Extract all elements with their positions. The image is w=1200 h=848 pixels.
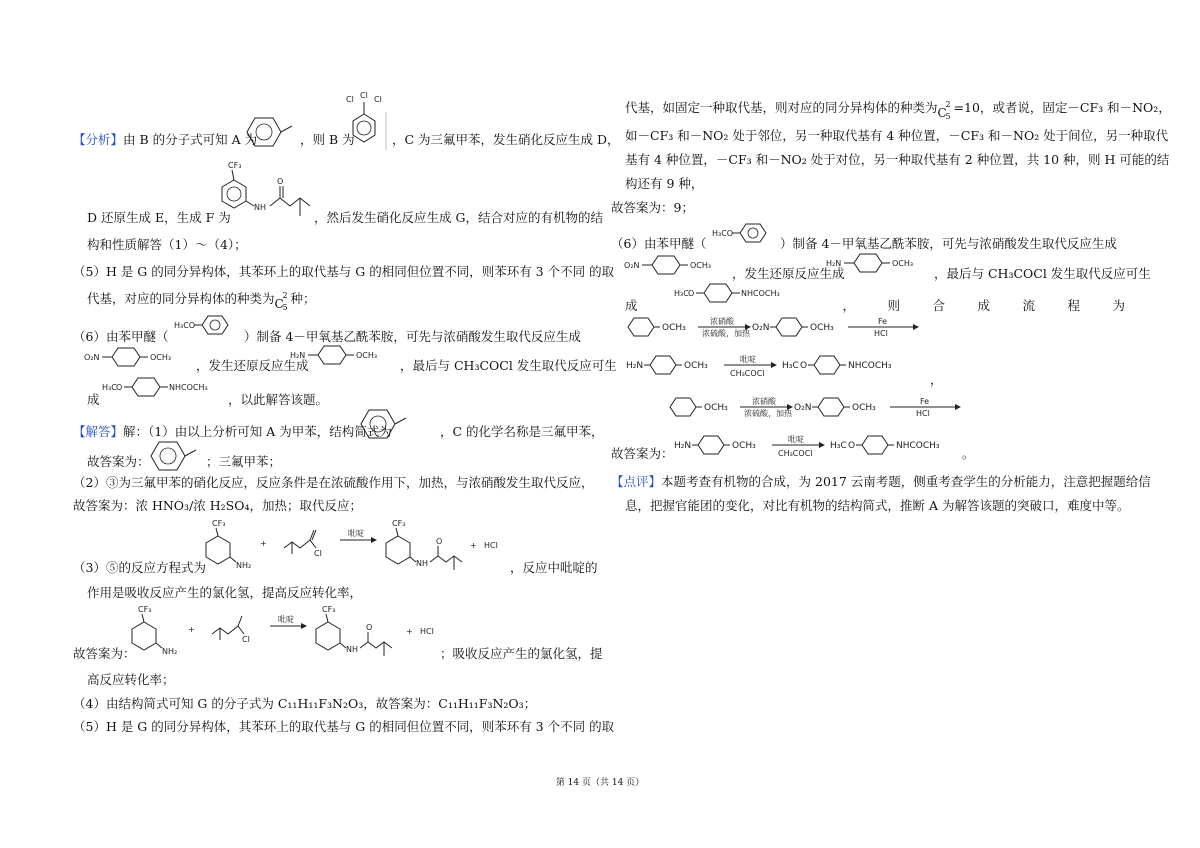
o-label: O	[436, 537, 443, 546]
och3-label: OCH₃	[732, 441, 756, 451]
och3-label: OCH₃	[150, 353, 172, 362]
reaction-equation	[200, 518, 520, 580]
cl-label: Cl	[242, 635, 250, 644]
cf3-label: CF₃	[392, 519, 406, 528]
answer-text: ；三氟甲苯；	[206, 454, 282, 469]
synthesis-route-step2	[626, 352, 926, 382]
o-label: O	[848, 441, 856, 451]
right-line-7b: ，最后与 CH₃COCl 发生取代反应可生	[934, 266, 1151, 281]
o-label: O	[688, 289, 695, 298]
solution-tag: 【解答】	[73, 424, 124, 439]
h2n-label: H₂N	[674, 441, 692, 451]
o-label: O	[800, 361, 808, 371]
pyridine-label: 吡啶	[348, 529, 364, 538]
h2n-label: H₂N	[626, 361, 644, 371]
h3co-label: H₃CO	[712, 229, 734, 238]
toluene-structure	[148, 440, 206, 472]
analysis-line-4: （5）H 是 G 的同分异构体，其苯环上的取代基与 G 的相同但位置不同，则苯环有 3 个不同 的取	[73, 264, 615, 279]
och3-label: OCH₃	[892, 259, 914, 268]
right-line-6a: （6）由苯甲醚（	[611, 236, 707, 251]
fe-label: Fe	[920, 397, 930, 406]
och3-label: OCH₃	[852, 403, 876, 413]
nhcoch3-label: NHCOCH₃	[741, 289, 780, 298]
h3c-label: H₃C	[830, 441, 847, 451]
och3-label: OCH₃	[704, 403, 728, 413]
o-label: O	[366, 623, 373, 632]
analysis-line-8b: ，以此解答该题。	[228, 392, 329, 407]
pyridine-label: 吡啶	[788, 435, 804, 444]
answer-label: 故答案为：	[87, 454, 150, 469]
answer-end: 。	[962, 446, 975, 461]
och3-label: OCH₃	[356, 351, 378, 360]
right-line-2: 如－CF₃ 和－NO₂ 处于邻位，另一种取代基有 4 种位置，－CF₃ 和－NO₂ 处于间位，另一种取代	[625, 128, 1169, 143]
solution-line-4a: （3）⑤的反应方程式为	[73, 560, 206, 575]
analysis-line-2a: D 还原生成 E，生成 F 为	[87, 210, 231, 225]
nh-label: NH	[346, 645, 358, 654]
h2n-label: H₂N	[826, 259, 842, 268]
analysis-line-1: 【分析】由 B 的分子式可知 A 为	[73, 132, 258, 147]
anisidine-structure	[290, 344, 402, 368]
route-comma: ，	[930, 372, 943, 387]
analysis-tag: 【分析】	[73, 132, 124, 147]
o-label: O	[277, 177, 284, 186]
nhcoch3-label: NHCOCH₃	[169, 383, 208, 392]
combination-symbol: C 2 5	[274, 290, 288, 312]
review-line-1: 【点评】本题考查有机物的合成，为 2017 云南考题，侧重考查学生的分析能力，注意把握题给信	[611, 474, 1151, 489]
reaction-equation-answer	[126, 604, 446, 662]
solution-line-3: 故答案为：浓 HNO₃/浓 H₂SO₄，加热；取代反应；	[73, 498, 362, 513]
solution-line-2: （2）③为三氟甲苯的硝化反应，反应条件是在浓硫酸作用下，加热，与浓硝酸发生取代反应，	[73, 475, 594, 490]
och3-label: OCH₃	[662, 323, 686, 333]
nh-label: NH	[254, 203, 266, 212]
right-line-7a: ，发生还原反应生成	[732, 266, 845, 281]
nh2-label: NH₂	[236, 561, 252, 570]
analysis-line-6a: （6）由苯甲醚（	[73, 329, 169, 344]
ch3cocl-label: CH₃COCl	[778, 449, 813, 458]
right-line-8: 成 ， 则 合 成 流 程 为	[625, 298, 1125, 313]
answer-text: ；吸收反应产生的氯化氢，提	[440, 646, 603, 661]
solution-line-1c: ，C 的化学名称是三氟甲苯，	[440, 424, 604, 439]
cl-label: Cl	[360, 91, 368, 100]
analysis-line-6b: ）制备 4－甲氧基乙酰苯胺，可先与浓硝酸发生取代反应生成	[244, 329, 581, 344]
plus-sign: +	[188, 625, 195, 634]
solution-line-8: （5）H 是 G 的同分异构体，其苯环上的取代基与 G 的相同但位置不同，则苯环有 3 个不同 的取	[73, 719, 615, 734]
solution-line-5: 作用是吸收反应产生的氯化氢，提高反应转化率，	[87, 585, 363, 600]
nh-label: NH	[416, 559, 428, 568]
nitroanisole-structure	[84, 346, 196, 370]
answer-label: 故答案为：	[611, 446, 674, 461]
right-line-3: 基有 4 种位置，－CF₃ 和－NO₂ 处于对位，另一种取代基有 2 种位置，共 10 种，则 H 可能的结	[625, 152, 1170, 167]
cf3-label: CF₃	[212, 519, 226, 528]
pyridine-label: 吡啶	[740, 355, 756, 364]
right-line-5: 故答案为：9；	[611, 200, 694, 215]
plus-sign: +	[406, 627, 413, 636]
hcl-label: HCl	[874, 329, 888, 338]
o2n-label: O₂N	[794, 403, 812, 413]
anisidine-structure	[826, 252, 938, 276]
synthesis-answer-step1	[668, 394, 968, 424]
och3-label: OCH₃	[684, 361, 708, 371]
review-tag: 【点评】	[611, 474, 662, 489]
analysis-text-c: ，C 为三氟甲苯，发生硝化反应生成 D，	[392, 132, 620, 147]
combination-symbol: C 2 5	[937, 99, 951, 121]
hno3-label: 浓硝酸	[710, 317, 734, 326]
methacetin-structure	[674, 282, 800, 306]
hno3-label: 浓硝酸	[752, 397, 776, 406]
page-footer: 第 14 页（共 14 页）	[555, 778, 645, 788]
solution-line-4b: ，反应中吡啶的	[510, 560, 598, 575]
anisole-structure	[172, 314, 240, 342]
cl-label: Cl	[374, 95, 382, 104]
cf3-label: CF₃	[322, 605, 336, 614]
analysis-line-8a: 成	[87, 392, 100, 407]
cf3-label: CF₃	[138, 605, 152, 614]
toluene-structure	[244, 116, 300, 148]
synthesis-route-step1	[626, 314, 926, 344]
toluene-structure	[358, 408, 416, 440]
right-line-6b: ）制备 4－甲氧基乙酰苯胺，可先与浓硝酸发生取代反应生成	[780, 236, 1117, 251]
plus-sign: +	[470, 541, 477, 550]
cl-label: Cl	[346, 95, 354, 104]
hcl-label: HCl	[484, 541, 498, 550]
o2n-label: O₂N	[624, 261, 640, 270]
h3c-label: H₃C	[102, 383, 117, 392]
o2n-label: O₂N	[752, 323, 770, 333]
cl-label: Cl	[314, 549, 322, 558]
analysis-text-b: ，则 B 为	[300, 132, 355, 147]
nitroanisole-structure	[624, 254, 736, 278]
analysis-line-7b: ，最后与 CH₃COCl 发生取代反应可生	[400, 358, 617, 373]
och3-label: OCH₃	[810, 323, 834, 333]
solution-line-1: 【解答】解：（1）由以上分析可知 A 为甲苯，结构简式为	[73, 424, 392, 439]
analysis-line-2b: ，然后发生硝化反应生成 G，结合对应的有机物的结	[314, 210, 603, 225]
pyridine-label: 吡啶	[278, 615, 294, 624]
o-label: O	[116, 383, 123, 392]
analysis-line-5: 代基，对应的同分异构体的种类为 C 2 5 种；	[87, 290, 316, 312]
right-line-4: 构还有 9 种，	[625, 176, 704, 191]
h3co-label: H₃CO	[174, 321, 196, 330]
hcl-label: HCl	[420, 627, 434, 636]
analysis-line-3: 构和性质解答（1）～（4）；	[87, 237, 247, 252]
answer-label: 故答案为：	[73, 646, 136, 661]
cf3-label: CF₃	[228, 161, 242, 170]
synthesis-answer-step2	[674, 432, 964, 462]
plus-sign: +	[260, 539, 267, 548]
solution-line-6: 高反应转化率；	[87, 672, 175, 687]
methacetin-structure	[102, 376, 228, 400]
nhcoch3-label: NHCOCH₃	[848, 361, 892, 371]
solution-line-7: （4）由结构简式可知 G 的分子式为 C₁₁H₁₁F₃N₂O₃，故答案为：C₁₁H₁₁F₃N₂O₃；	[73, 696, 537, 711]
nh2-label: NH₂	[162, 647, 178, 656]
fe-label: Fe	[878, 317, 888, 326]
h2so4-label: 浓硫酸，加热	[744, 409, 792, 418]
h3c-label: H₃C	[782, 361, 799, 371]
h2n-label: H₂N	[290, 351, 306, 360]
och3-label: OCH₃	[690, 261, 712, 270]
nhcoch3-label: NHCOCH₃	[896, 441, 940, 451]
analysis-line-7a: ，发生还原反应生成	[196, 358, 309, 373]
hcl-label: HCl	[916, 409, 930, 418]
o2n-label: O₂N	[84, 353, 100, 362]
review-line-2: 息，把握官能团的变化，对比有机物的结构简式，推断 A 为解答该题的突破口，难度中等。	[625, 498, 1130, 513]
anisole-structure	[710, 222, 778, 250]
h2so4-label: 浓硫酸，加热	[702, 329, 750, 338]
ch3cocl-label: CH₃COCl	[730, 369, 765, 378]
right-line-1: 代基，如固定一种取代基，则对应的同分异构体的种类为 C 2 5 =10，或者说，固定－CF₃ 和－NO₂，	[625, 99, 1171, 121]
h3c-label: H₃C	[674, 289, 689, 298]
benzotrichloride-structure	[340, 92, 390, 154]
